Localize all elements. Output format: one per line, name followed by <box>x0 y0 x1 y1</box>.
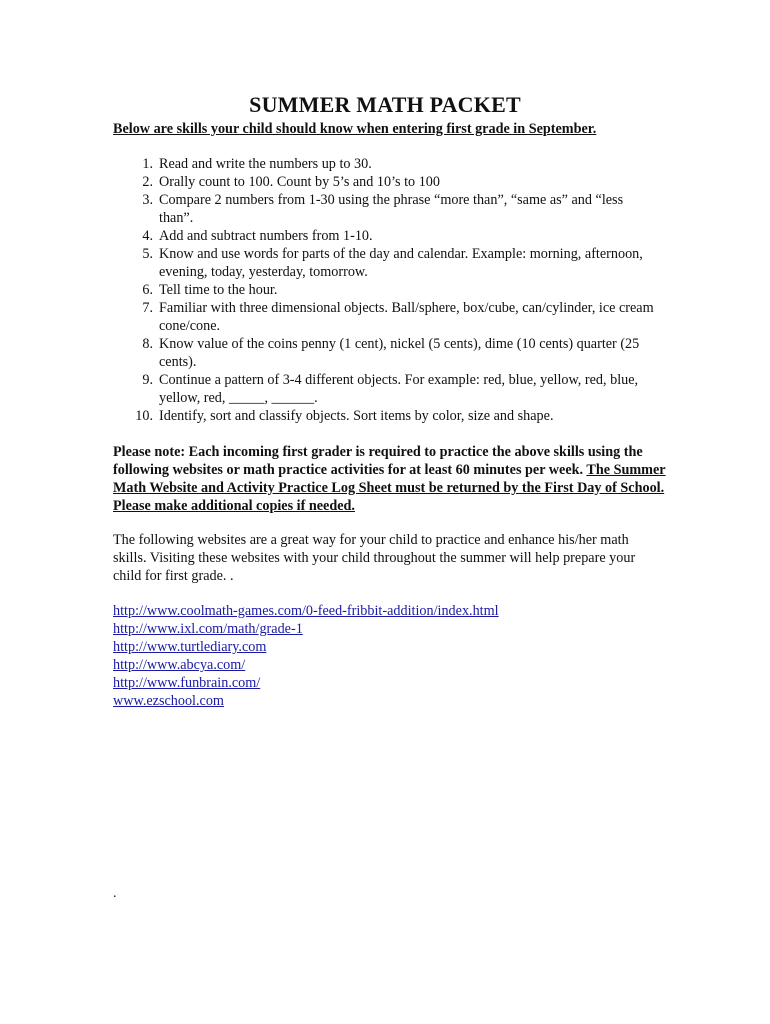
skills-subtitle: Below are skills your child should know when entering first grade in September. <box>113 121 597 137</box>
skill-number: 5. <box>142 246 153 262</box>
funbrain-link[interactable]: http://www.funbrain.com/ <box>113 675 261 691</box>
skill-item <box>113 173 658 191</box>
skill-number: 10. <box>135 408 153 424</box>
website-links <box>113 602 499 710</box>
skill-item <box>113 191 658 227</box>
skill-text: Identify, sort and classify objects. Sort items by color, size and shape. <box>159 408 554 424</box>
skill-text: Continue a pattern of 3-4 different objects. For example: red, blue, yellow, red, blue, yellow, red, _____, ______. <box>159 372 639 406</box>
skill-text: Orally count to 100. Count by 5’s and 10’s to 100 <box>159 174 440 190</box>
practice-note <box>113 443 673 515</box>
list-item <box>113 656 499 674</box>
skill-text: Read and write the numbers up to 30. <box>159 156 372 172</box>
skill-item <box>113 299 658 335</box>
skill-number: 4. <box>142 228 153 244</box>
page-title: SUMMER MATH PACKET <box>249 92 521 117</box>
footer-mark: . <box>113 886 117 901</box>
abcya-link[interactable]: http://www.abcya.com/ <box>113 657 246 673</box>
skill-text: Add and subtract numbers from 1-10. <box>159 228 373 244</box>
note-text: Please note: Each incoming first grader is required to practice the above skills using the following websites or math practice activities for at least 60 minutes per week. <box>113 444 643 478</box>
skill-item <box>113 335 658 371</box>
skill-text: Compare 2 numbers from 1-30 using the phrase “more than”, “same as” and “less than”. <box>159 192 624 226</box>
ezschool-link[interactable]: www.ezschool.com <box>113 693 224 709</box>
websites-intro: The following websites are a great way for your child to practice and enhance his/her math skills. Visiting these websites with your child throughout the summer will help prepare your child for first grade. . <box>113 532 636 584</box>
skill-text: Know and use words for parts of the day and calendar. Example: morning, afternoon, evening, today, yesterday, tomorrow. <box>159 246 643 280</box>
list-item <box>113 692 499 710</box>
list-item <box>113 674 499 692</box>
list-item <box>113 620 499 638</box>
skill-item <box>113 281 658 299</box>
skill-number: 8. <box>142 336 153 352</box>
skill-item <box>113 371 658 407</box>
skill-text: Familiar with three dimensional objects. Ball/sphere, box/cube, can/cylinder, ice cream cone/cone. <box>159 300 654 334</box>
skill-item <box>113 155 658 173</box>
turtlediary-link[interactable]: http://www.turtlediary.com <box>113 639 267 655</box>
skill-number: 3. <box>142 192 153 208</box>
skill-item <box>113 227 658 245</box>
list-item <box>113 638 499 656</box>
skill-number: 6. <box>142 282 153 298</box>
skill-number: 7. <box>142 300 153 316</box>
skill-number: 9. <box>142 372 153 388</box>
skill-item <box>113 245 658 281</box>
skill-number: 2. <box>142 174 153 190</box>
skills-list <box>113 155 658 425</box>
skill-item <box>113 407 658 425</box>
coolmath-link[interactable]: http://www.coolmath-games.com/0-feed-fribbit-addition/index.html <box>113 603 499 619</box>
log-sheet-requirement: The Summer Math Website and Activity Practice Log Sheet must be returned by the First Day of School. Please make additional copies if needed. <box>113 462 666 514</box>
ixl-link[interactable]: http://www.ixl.com/math/grade-1 <box>113 621 303 637</box>
skill-text: Know value of the coins penny (1 cent), nickel (5 cents), dime (10 cents) quarter (25 cents). <box>159 336 640 370</box>
skill-number: 1. <box>142 156 153 172</box>
list-item <box>113 602 499 620</box>
skill-text: Tell time to the hour. <box>159 282 278 298</box>
